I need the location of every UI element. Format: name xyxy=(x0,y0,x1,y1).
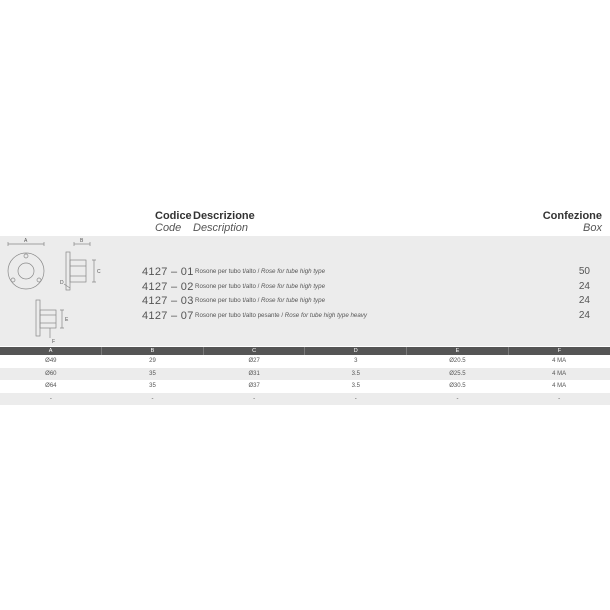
column-header-e: E xyxy=(407,347,509,355)
table-cell: - xyxy=(305,393,407,406)
table-cell: 35 xyxy=(102,368,204,381)
header-confezione-label: Confezione xyxy=(542,210,602,222)
table-cell: 3.5 xyxy=(351,383,360,390)
header-code-label: Code xyxy=(155,222,182,234)
label-f: F xyxy=(52,339,56,345)
table-cell: Ø49 xyxy=(45,358,57,365)
label-e: E xyxy=(65,317,69,323)
table-row xyxy=(0,368,610,381)
table-cell: - xyxy=(508,393,610,406)
table-cell: Ø60 xyxy=(0,368,102,381)
desc-it: Rosone per tubo t/alto pesante / xyxy=(195,311,285,319)
column-header-f: F xyxy=(508,347,610,355)
table-cell: - xyxy=(203,393,305,406)
header-descrizione-label: Descrizione xyxy=(193,210,255,222)
desc-it: Rosone per tubo t/alto / xyxy=(195,282,262,290)
product-description xyxy=(195,294,325,309)
screw-hole-top xyxy=(24,254,28,258)
product-box: 24 xyxy=(578,309,590,321)
header-box xyxy=(543,210,602,234)
product-box: 50 xyxy=(578,266,590,277)
table-cell: 4 MA xyxy=(552,383,567,390)
product-row xyxy=(142,309,590,324)
table-row xyxy=(0,380,610,393)
technical-drawing xyxy=(0,236,140,346)
product-row xyxy=(142,265,590,280)
product-box: 24 xyxy=(578,280,590,292)
column-header-c: C xyxy=(203,347,305,355)
product-row xyxy=(142,294,590,309)
table-cell: Ø27 xyxy=(248,358,260,365)
desc-en: Rose for tube high type xyxy=(261,268,326,275)
column-header-a: A xyxy=(0,347,102,355)
desc-it: Rosone per tubo t/alto / xyxy=(195,268,262,275)
screw-hole-right xyxy=(37,278,41,282)
table-cell: 35 xyxy=(149,383,156,390)
lower-view-tube xyxy=(40,310,56,328)
product-description xyxy=(195,309,367,324)
table-cell: 4 MA xyxy=(508,368,610,381)
table-cell: Ø30.5 xyxy=(449,383,466,390)
table-cell: - xyxy=(0,393,102,406)
table-cell: Ø25.5 xyxy=(407,368,509,381)
table-header-row xyxy=(0,347,610,355)
dimensions-table xyxy=(0,347,610,405)
screw-hole-left xyxy=(11,278,15,282)
product-row xyxy=(142,280,590,295)
table-row xyxy=(0,355,610,368)
header-description-label: Description xyxy=(193,222,249,234)
product-code: 4127 – 01 xyxy=(142,266,194,278)
desc-en: Rose for tube high type xyxy=(261,297,326,304)
side-view-tube xyxy=(70,260,86,282)
table-cell: 3 xyxy=(354,358,358,365)
table-cell: Ø37 xyxy=(248,383,260,390)
table-cell: - xyxy=(407,393,509,406)
product-code: 4127 – 03 xyxy=(142,295,194,307)
header-codice-label: Codice xyxy=(155,210,192,222)
product-box: 24 xyxy=(578,295,590,306)
header-description xyxy=(193,210,255,234)
desc-en: Rose for tube high type xyxy=(261,282,326,290)
dimension-line-d xyxy=(64,284,70,288)
rose-front-inner-circle xyxy=(18,263,34,279)
table-cell: Ø31 xyxy=(203,368,305,381)
side-view-flange xyxy=(66,252,70,290)
column-header-b: B xyxy=(102,347,204,355)
column-header-d: D xyxy=(305,347,407,355)
product-description xyxy=(195,280,325,295)
table-cell: 4 MA xyxy=(552,358,567,365)
header-code xyxy=(155,210,192,234)
table-cell: - xyxy=(102,393,204,406)
table-cell: Ø64 xyxy=(45,383,57,390)
table-cell: 29 xyxy=(149,358,156,365)
desc-en: Rose for tube high type heavy xyxy=(284,311,367,319)
table-cell: Ø20.5 xyxy=(449,358,466,365)
header-box-label: Box xyxy=(583,222,602,234)
table-row xyxy=(0,393,610,406)
rose-front-outer-circle xyxy=(8,253,44,289)
label-d: D xyxy=(60,280,64,286)
product-description xyxy=(195,265,325,280)
table-cell: 3.5 xyxy=(305,368,407,381)
lower-view-flange xyxy=(36,300,40,336)
label-c: C xyxy=(97,269,101,275)
label-b: B xyxy=(80,238,84,244)
label-a: A xyxy=(24,238,28,244)
product-list xyxy=(142,265,590,323)
product-code: 4127 – 02 xyxy=(142,280,194,293)
desc-it: Rosone per tubo t/alto / xyxy=(195,297,262,304)
product-code: 4127 – 07 xyxy=(142,309,194,322)
